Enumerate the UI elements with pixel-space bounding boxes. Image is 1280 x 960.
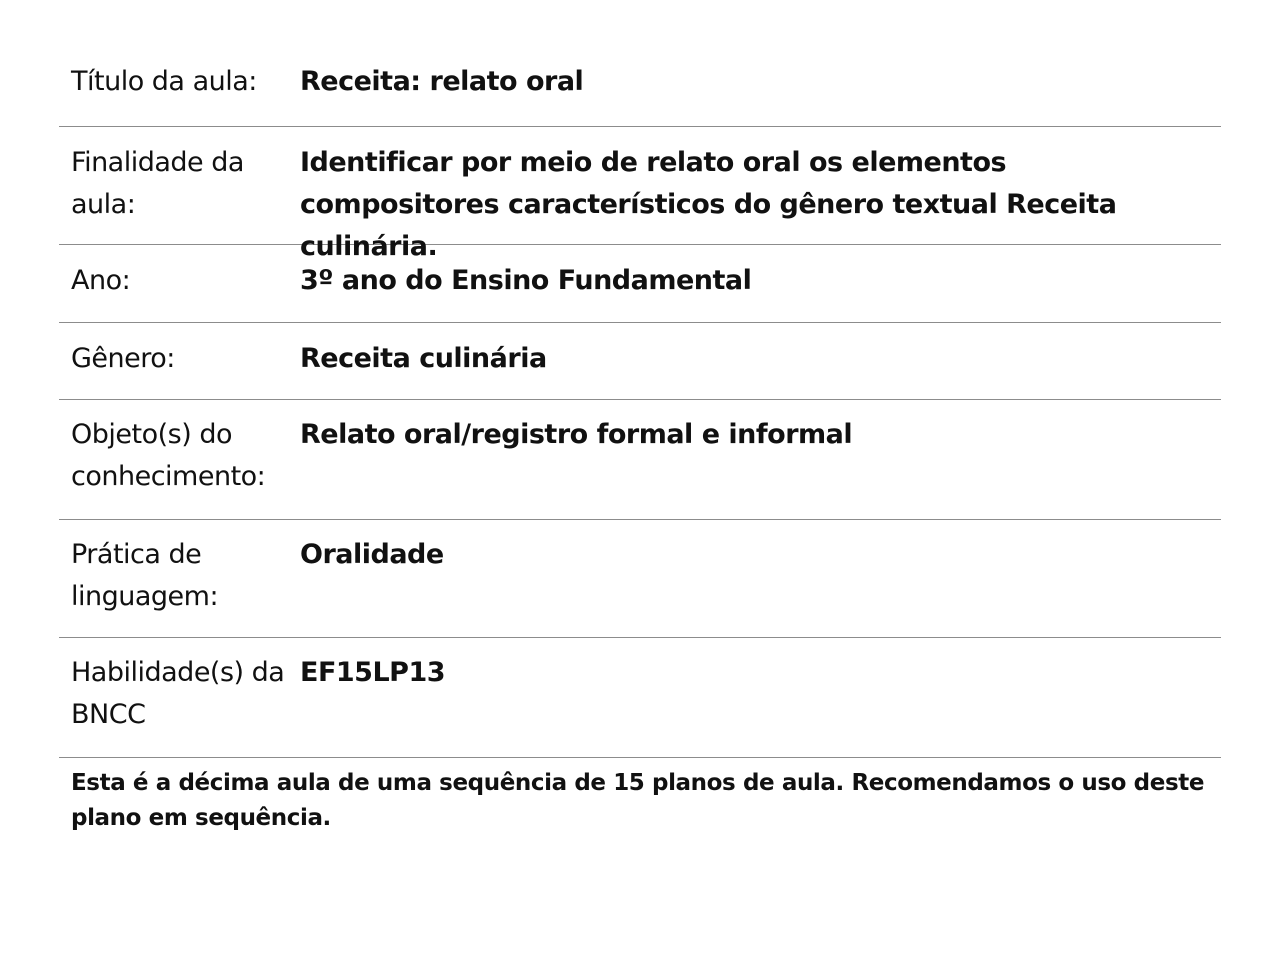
row-value: 3º ano do Ensino Fundamental [300,265,752,296]
table-row-language-practice [59,520,1221,638]
row-value: EF15LP13 [300,657,446,688]
table-row-lesson-purpose [59,127,1221,262]
row-label: Prática de linguagem: [71,539,219,612]
row-label: Título da aula: [71,66,257,97]
table-row-school-year [59,245,1221,323]
table-row-knowledge-object [59,400,1221,520]
lesson-info-table [59,44,1221,758]
table-row-bncc-skills [59,638,1221,758]
row-value: Oralidade [300,539,444,570]
row-label: Gênero: [71,343,175,374]
row-value: Receita: relato oral [300,66,584,97]
row-value: Identificar por meio de relato oral os elementos compositores característicos do gênero textual Receita culinária. [300,147,1117,262]
table-row-genre [59,323,1221,400]
row-label: Habilidade(s) da BNCC [71,657,285,730]
sequence-note: Esta é a décima aula de uma sequência de 15 planos de aula. Recomendamos o uso deste plano em sequência. [71,770,1205,831]
table-row-lesson-title [59,44,1221,127]
row-label: Finalidade da aula: [71,147,244,220]
row-label: Objeto(s) do conhecimento: [71,419,266,492]
row-label: Ano: [71,265,131,296]
row-value: Receita culinária [300,343,547,374]
row-value: Relato oral/registro formal e informal [300,419,853,450]
